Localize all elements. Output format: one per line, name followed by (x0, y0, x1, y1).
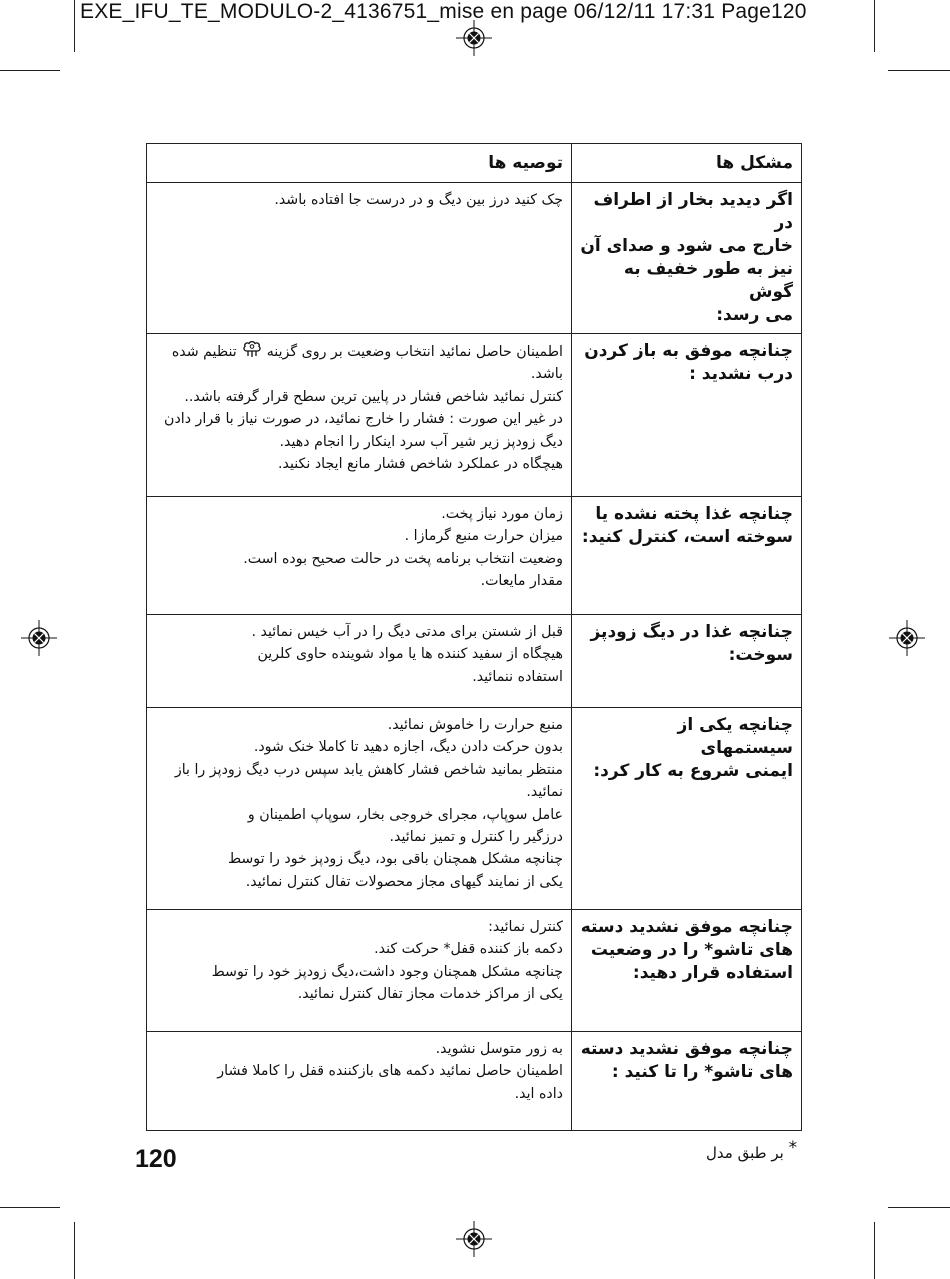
solution-line: عامل سوپاپ، مجرای خروجی بخار، سوپاپ اطمینان و (247, 806, 563, 823)
table-row (147, 1032, 802, 1131)
solution-line: قبل از شستن برای مدتی دیگ را در آب خیس نمائید . (251, 624, 563, 640)
footnote-text: بر طبق مدل (706, 1144, 784, 1162)
solution-cell (147, 1032, 572, 1131)
solution-cell (147, 615, 572, 708)
crop-mark (0, 70, 60, 71)
solution-line: نمائید. (526, 784, 563, 801)
page-number: 120 (135, 1145, 177, 1173)
solution-cell (147, 497, 572, 615)
registration-mark-top (456, 20, 492, 56)
problem-cell (572, 334, 802, 497)
crop-mark (74, 0, 75, 52)
solution-line: چنانچه مشکل همچنان وجود داشت،دیگ زودپز خود را توسط (211, 963, 563, 980)
solution-line: استفاده ننمائید. (472, 668, 563, 685)
table-row (147, 183, 802, 334)
solution-line: چنانچه مشکل همچنان باقی بود، دیگ زودپز خود را توسط (227, 851, 563, 868)
crop-mark (888, 1207, 950, 1208)
solution-line: داده اید. (514, 1085, 563, 1102)
solution-line: یکی از نمایند گیهای مجاز محصولات تفال کنترل نمائید. (245, 873, 563, 890)
footnote-star: * (788, 1138, 798, 1158)
solution-line: دیگ زودپز زیر شیر آب سرد اینکار را انجام دهید. (279, 433, 563, 450)
solution-line: مقدار مایعات. (480, 573, 563, 590)
footnote (706, 1138, 797, 1162)
crop-mark (874, 0, 875, 52)
header-problems: مشکل ها (572, 144, 802, 183)
problem-line: اگر دیدید بخار از اطراف در (593, 190, 793, 233)
table-header-row (147, 144, 802, 183)
problem-line: نیز به طور خفیف به گوش (623, 259, 793, 302)
problem-line: چنانچه موفق به باز کردن (584, 341, 793, 361)
solution-line: منتظر بمانید شاخص فشار کاهش یابد سپس درب دیگ زودپز را باز (174, 761, 563, 778)
problem-cell (572, 1032, 802, 1131)
crop-mark (0, 1207, 60, 1208)
solution-line: اطمینان حاصل نمائید دکمه های بازکننده قفل را کاملا فشار (217, 1063, 563, 1080)
solution-line: هیچگاه در عملکرد شاخص فشار مانع ایجاد نکنید. (278, 456, 563, 473)
crop-mark (74, 1222, 75, 1279)
solution-line (155, 340, 563, 363)
registration-mark-right (889, 620, 925, 656)
problem-line: های تاشو* را تا کنید : (611, 1062, 793, 1082)
solution-cell (147, 708, 572, 910)
problem-cell (572, 497, 802, 615)
problem-line: چنانچه موفق نشدید دسته (580, 917, 793, 937)
solution-line: به زور متوسل نشوید. (435, 1041, 563, 1057)
problem-cell (572, 910, 802, 1032)
solution-line: منبع حرارت را خاموش نمائید. (387, 717, 563, 733)
table-row (147, 615, 802, 708)
troubleshooting-table (146, 143, 802, 1131)
solution-line: بدون حرکت دادن دیگ، اجازه دهید تا کاملا خنک شود. (253, 739, 563, 756)
table-row (147, 334, 802, 497)
print-slug: EXE_IFU_TE_MODULO-2_4136751_mise en page 06/12/11 17:31 Page120 (80, 0, 807, 23)
problem-line: خارج می شود و صدای آن (580, 236, 793, 256)
solution-line: هیچگاه از سفید کننده ها یا مواد شوینده حاوی کلرین (257, 646, 563, 663)
solution-cell (147, 183, 572, 334)
solution-line: باشد. (530, 366, 563, 383)
solution-cell (147, 910, 572, 1032)
solution-line: درزگیر را کنترل و تمیز نمائید. (389, 829, 563, 846)
problem-line: چنانچه غذا در دیگ زودپز (590, 622, 793, 642)
solution-text: تنظیم شده (171, 344, 237, 360)
solution-line: کنترل نمائید شاخص فشار در پایین ترین سطح قرار گرفته باشد.. (184, 388, 563, 405)
solution-line: زمان مورد نیاز پخت. (441, 506, 563, 522)
problem-line: استفاده قرار دهید: (632, 963, 793, 983)
problem-line: های تاشو* را در وضعیت (590, 940, 793, 960)
problem-line: ایمنی شروع به کار کرد: (593, 761, 793, 781)
problem-line: چنانچه یکی از سیستمهای (677, 715, 793, 758)
solution-line: وضعیت انتخاب برنامه پخت در حالت صحیح بوده است. (243, 550, 563, 567)
problem-cell (572, 615, 802, 708)
problem-line: می رسد: (716, 305, 793, 325)
header-solutions: توصیه ها (147, 144, 572, 183)
steam-flower-icon (241, 340, 263, 358)
solution-text: اطمینان حاصل نمائید انتخاب وضعیت بر روی گزینه (266, 344, 563, 360)
crop-mark (874, 1222, 875, 1279)
problem-line: سوخت: (728, 645, 793, 665)
registration-mark-left (21, 620, 57, 656)
registration-mark-bottom (456, 1221, 492, 1257)
problem-line: چنانچه غذا پخته نشده یا (595, 504, 793, 524)
solution-line: در غیر این صورت : فشار را خارج نمائید، در صورت نیاز با قرار دادن (164, 411, 563, 428)
problem-line: درب نشدید : (689, 364, 793, 384)
solution-line: یکی از مراکز خدمات مجاز تفال کنترل نمائید. (297, 986, 563, 1003)
solution-line: چک کنید درز بین دیگ و در درست جا افتاده باشد. (274, 192, 563, 208)
problem-cell (572, 183, 802, 334)
table-row (147, 910, 802, 1032)
solution-line: دکمه باز کننده قفل* حرکت کند. (374, 941, 563, 958)
solution-cell (147, 334, 572, 497)
problem-line: چنانچه موفق نشدید دسته (580, 1039, 793, 1059)
solution-line: میزان حرارت منبع گرمازا . (404, 528, 563, 545)
problem-line: سوخته است، کنترل کنید: (581, 527, 793, 547)
solution-line: کنترل نمائید: (488, 919, 563, 935)
table-row (147, 497, 802, 615)
problem-cell (572, 708, 802, 910)
crop-mark (888, 70, 950, 71)
table-row (147, 708, 802, 910)
